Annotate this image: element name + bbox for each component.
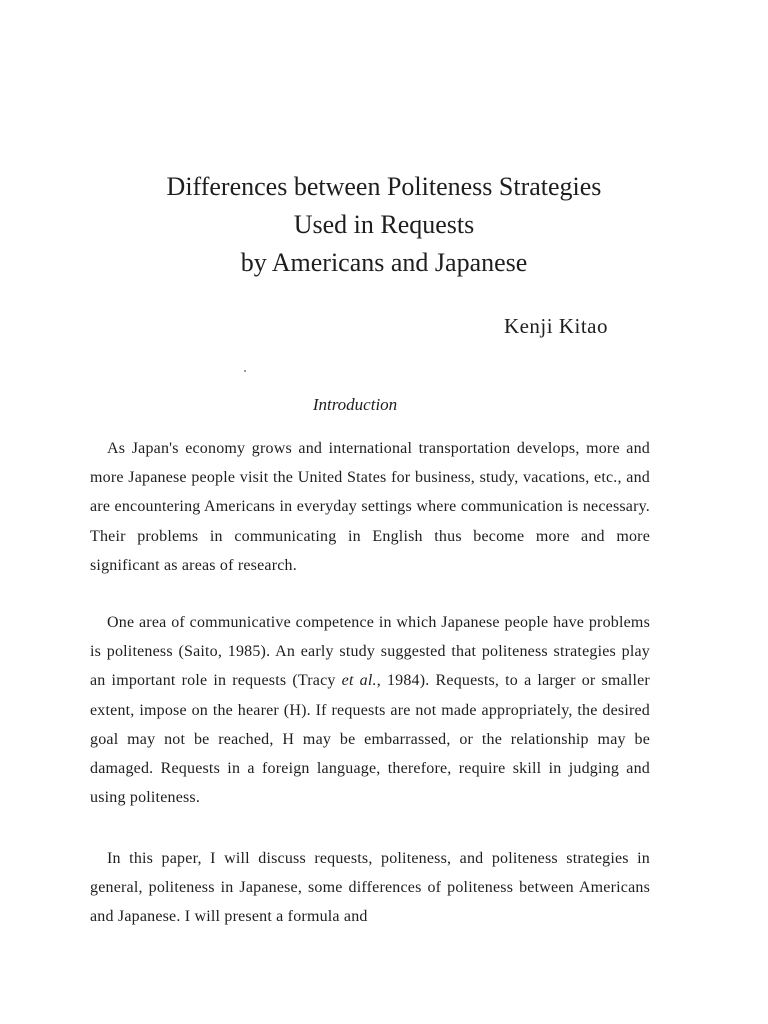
title-line-2: Used in Requests bbox=[293, 210, 475, 239]
body-paragraph-1-block bbox=[90, 434, 650, 582]
body-paragraph-1: As Japan's economy grows and international transportation develops, more and more Japanese people visit the United States for business, study, vacations, etc., and are encountering Americans in everyday settings where communication is necessary. Their problems in communicating in English thus become more and more significant as areas of research. bbox=[90, 440, 650, 574]
title-line-1: Differences between Politeness Strategies bbox=[166, 172, 602, 201]
body-paragraph-2-block bbox=[90, 608, 650, 814]
paragraph-2-text-a: One area of communicative competence in which Japanese people have problems is politeness (Saito, 1985). An early study suggested that politeness strategies play an important role in requests (Tracy bbox=[90, 614, 650, 690]
paragraph-2-italic-et-al: et al. bbox=[341, 672, 377, 690]
body-paragraph-3: In this paper, I will discuss requests, politeness, and politeness strategies in general, politeness in Japanese, some differences of politeness between Americans and Japanese. I will present a formula and bbox=[90, 850, 650, 926]
body-paragraph-2 bbox=[90, 608, 650, 812]
paper-title bbox=[0, 168, 768, 282]
author-name: Kenji Kitao bbox=[503, 314, 608, 338]
section-heading-introduction: Introduction bbox=[312, 395, 398, 414]
title-line-3: by Americans and Japanese bbox=[240, 248, 528, 277]
scan-speck bbox=[244, 370, 246, 372]
paragraph-2-text-b: , 1984). Requests, to a larger or smaller extent, impose on the hearer (H). If requests are not made appropriately, the desired goal may not be reached, H may be embarrassed, or the relationship may be damaged. Requests in a foreign language, therefore, require skill in judging and using politeness. bbox=[90, 672, 650, 807]
body-paragraph-3-block bbox=[90, 844, 650, 934]
